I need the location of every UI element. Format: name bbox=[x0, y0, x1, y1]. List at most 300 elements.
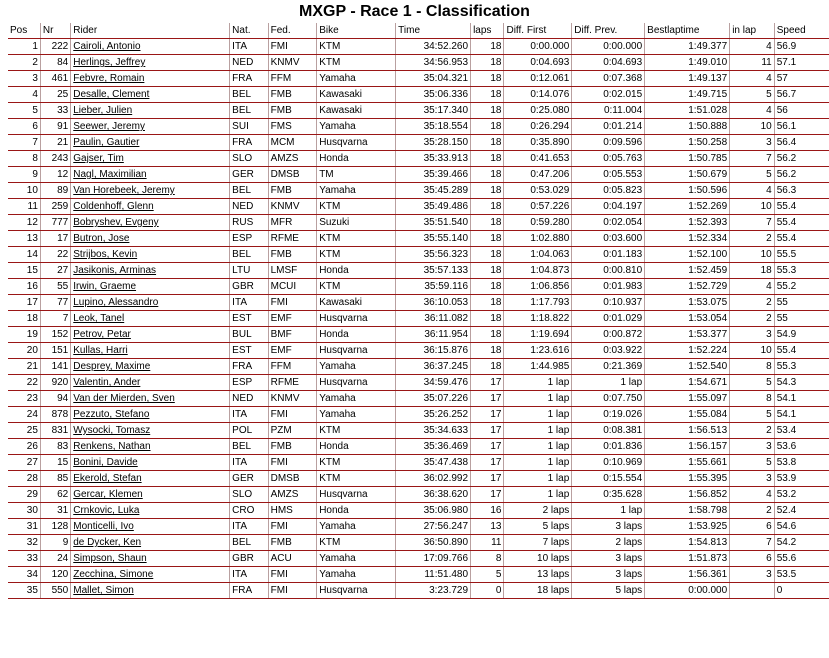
in-lap-cell: 4 bbox=[730, 71, 775, 87]
diff-first-cell: 1 lap bbox=[504, 439, 572, 455]
table-row bbox=[8, 199, 829, 215]
nr-cell: 15 bbox=[40, 455, 70, 471]
nat-cell: ESP bbox=[230, 231, 268, 247]
pos-cell: 13 bbox=[8, 231, 40, 247]
time-cell: 35:56.323 bbox=[396, 247, 471, 263]
in-lap-cell bbox=[730, 583, 775, 599]
speed-cell: 57 bbox=[774, 71, 829, 87]
nr-cell: 55 bbox=[40, 279, 70, 295]
diff-prev-cell: 0:04.693 bbox=[572, 55, 645, 71]
nr-cell: 21 bbox=[40, 135, 70, 151]
in-lap-cell: 10 bbox=[730, 247, 775, 263]
diff-first-cell: 0:12.061 bbox=[504, 71, 572, 87]
time-cell: 35:33.913 bbox=[396, 151, 471, 167]
rider-link[interactable]: Febvre, Romain bbox=[71, 71, 230, 87]
speed-cell: 55.4 bbox=[774, 199, 829, 215]
table-body bbox=[8, 39, 829, 599]
time-cell: 35:36.469 bbox=[396, 439, 471, 455]
diff-prev-cell: 0:00.000 bbox=[572, 39, 645, 55]
fed-cell: RFME bbox=[268, 231, 317, 247]
bike-cell: Yamaha bbox=[317, 407, 396, 423]
rider-link[interactable]: Leok, Tanel bbox=[71, 311, 230, 327]
fed-cell: MCUI bbox=[268, 279, 317, 295]
diff-first-cell: 0:25.080 bbox=[504, 103, 572, 119]
fed-cell: HMS bbox=[268, 503, 317, 519]
fed-cell: FMB bbox=[268, 247, 317, 263]
table-row bbox=[8, 311, 829, 327]
in-lap-cell: 8 bbox=[730, 391, 775, 407]
table-row bbox=[8, 471, 829, 487]
nr-cell: 7 bbox=[40, 311, 70, 327]
laps-cell: 17 bbox=[471, 391, 504, 407]
nr-cell: 62 bbox=[40, 487, 70, 503]
nat-cell: BEL bbox=[230, 439, 268, 455]
diff-first-cell: 1 lap bbox=[504, 423, 572, 439]
speed-cell: 56.3 bbox=[774, 183, 829, 199]
nat-cell: EST bbox=[230, 311, 268, 327]
rider-link[interactable]: Cairoli, Antonio bbox=[71, 39, 230, 55]
rider-link[interactable]: Desalle, Clement bbox=[71, 87, 230, 103]
rider-link[interactable]: Butron, Jose bbox=[71, 231, 230, 247]
time-cell: 17:09.766 bbox=[396, 551, 471, 567]
speed-cell: 52.4 bbox=[774, 503, 829, 519]
nr-cell: 120 bbox=[40, 567, 70, 583]
diff-first-cell: 1 lap bbox=[504, 375, 572, 391]
diff-first-cell: 0:41.653 bbox=[504, 151, 572, 167]
classification-table bbox=[8, 23, 829, 599]
bestlaptime-cell: 1:56.361 bbox=[645, 567, 730, 583]
speed-cell: 56.7 bbox=[774, 87, 829, 103]
nat-cell: GBR bbox=[230, 279, 268, 295]
table-row bbox=[8, 455, 829, 471]
rider-link[interactable]: Lieber, Julien bbox=[71, 103, 230, 119]
column-header-speed: Speed bbox=[774, 23, 829, 39]
bike-cell: Yamaha bbox=[317, 71, 396, 87]
table-row bbox=[8, 183, 829, 199]
speed-cell: 0 bbox=[774, 583, 829, 599]
bike-cell: TM bbox=[317, 167, 396, 183]
bestlaptime-cell: 1:55.395 bbox=[645, 471, 730, 487]
time-cell: 35:34.633 bbox=[396, 423, 471, 439]
nat-cell: GBR bbox=[230, 551, 268, 567]
pos-cell: 7 bbox=[8, 135, 40, 151]
rider-link[interactable]: Petrov, Petar bbox=[71, 327, 230, 343]
bike-cell: Kawasaki bbox=[317, 295, 396, 311]
diff-prev-cell: 0:05.763 bbox=[572, 151, 645, 167]
diff-prev-cell: 0:11.004 bbox=[572, 103, 645, 119]
fed-cell: FMI bbox=[268, 567, 317, 583]
rider-link[interactable]: Nagl, Maximilian bbox=[71, 167, 230, 183]
laps-cell: 8 bbox=[471, 551, 504, 567]
diff-prev-cell: 0:07.750 bbox=[572, 391, 645, 407]
fed-cell: FFM bbox=[268, 359, 317, 375]
bike-cell: KTM bbox=[317, 279, 396, 295]
diff-first-cell: 0:04.693 bbox=[504, 55, 572, 71]
diff-prev-cell: 5 laps bbox=[572, 583, 645, 599]
in-lap-cell: 7 bbox=[730, 215, 775, 231]
in-lap-cell: 3 bbox=[730, 567, 775, 583]
diff-first-cell: 0:00.000 bbox=[504, 39, 572, 55]
rider-link[interactable]: Paulin, Gautier bbox=[71, 135, 230, 151]
column-header-bestlaptime: Bestlaptime bbox=[645, 23, 730, 39]
nat-cell: NED bbox=[230, 391, 268, 407]
diff-prev-cell: 0:02.015 bbox=[572, 87, 645, 103]
nat-cell: BEL bbox=[230, 87, 268, 103]
diff-prev-cell: 0:19.026 bbox=[572, 407, 645, 423]
nr-cell: 25 bbox=[40, 87, 70, 103]
rider-link[interactable]: Strijbos, Kevin bbox=[71, 247, 230, 263]
nr-cell: 151 bbox=[40, 343, 70, 359]
in-lap-cell: 5 bbox=[730, 407, 775, 423]
bike-cell: Honda bbox=[317, 503, 396, 519]
rider-link[interactable]: Renkens, Nathan bbox=[71, 439, 230, 455]
in-lap-cell: 3 bbox=[730, 327, 775, 343]
fed-cell: EMF bbox=[268, 311, 317, 327]
bike-cell: KTM bbox=[317, 247, 396, 263]
rider-link[interactable]: Wysocki, Tomasz bbox=[71, 423, 230, 439]
bestlaptime-cell: 1:52.393 bbox=[645, 215, 730, 231]
in-lap-cell: 2 bbox=[730, 311, 775, 327]
laps-cell: 17 bbox=[471, 471, 504, 487]
bestlaptime-cell: 1:52.334 bbox=[645, 231, 730, 247]
bestlaptime-cell: 1:56.513 bbox=[645, 423, 730, 439]
bestlaptime-cell: 1:52.269 bbox=[645, 199, 730, 215]
nat-cell: FRA bbox=[230, 583, 268, 599]
diff-prev-cell: 0:03.600 bbox=[572, 231, 645, 247]
pos-cell: 32 bbox=[8, 535, 40, 551]
fed-cell: KNMV bbox=[268, 391, 317, 407]
laps-cell: 18 bbox=[471, 87, 504, 103]
in-lap-cell: 7 bbox=[730, 151, 775, 167]
nat-cell: FRA bbox=[230, 359, 268, 375]
diff-prev-cell: 0:01.836 bbox=[572, 439, 645, 455]
rider-link[interactable]: Gajser, Tim bbox=[71, 151, 230, 167]
table-row bbox=[8, 567, 829, 583]
laps-cell: 18 bbox=[471, 279, 504, 295]
nr-cell: 83 bbox=[40, 439, 70, 455]
fed-cell: DMSB bbox=[268, 471, 317, 487]
rider-link[interactable]: Zecchina, Simone bbox=[71, 567, 230, 583]
table-row bbox=[8, 407, 829, 423]
fed-cell: DMSB bbox=[268, 167, 317, 183]
time-cell: 36:11.082 bbox=[396, 311, 471, 327]
column-header-diff-prev: Diff. Prev. bbox=[572, 23, 645, 39]
nr-cell: 259 bbox=[40, 199, 70, 215]
pos-cell: 16 bbox=[8, 279, 40, 295]
diff-prev-cell: 0:10.937 bbox=[572, 295, 645, 311]
time-cell: 11:51.480 bbox=[396, 567, 471, 583]
fed-cell: PZM bbox=[268, 423, 317, 439]
fed-cell: BMF bbox=[268, 327, 317, 343]
time-cell: 34:56.953 bbox=[396, 55, 471, 71]
in-lap-cell: 2 bbox=[730, 503, 775, 519]
table-row bbox=[8, 391, 829, 407]
rider-link[interactable]: de Dycker, Ken bbox=[71, 535, 230, 551]
speed-cell: 55.4 bbox=[774, 215, 829, 231]
bike-cell: Yamaha bbox=[317, 119, 396, 135]
table-row bbox=[8, 359, 829, 375]
diff-prev-cell: 0:08.381 bbox=[572, 423, 645, 439]
bike-cell: KTM bbox=[317, 55, 396, 71]
bike-cell: Husqvarna bbox=[317, 375, 396, 391]
table-row bbox=[8, 375, 829, 391]
pos-cell: 25 bbox=[8, 423, 40, 439]
table-row bbox=[8, 439, 829, 455]
bestlaptime-cell: 1:50.888 bbox=[645, 119, 730, 135]
nat-cell: SLO bbox=[230, 151, 268, 167]
rider-link[interactable]: Crnkovic, Luka bbox=[71, 503, 230, 519]
rider-link[interactable]: Monticelli, Ivo bbox=[71, 519, 230, 535]
table-row bbox=[8, 167, 829, 183]
nr-cell: 9 bbox=[40, 535, 70, 551]
time-cell: 35:18.554 bbox=[396, 119, 471, 135]
rider-link[interactable]: Kullas, Harri bbox=[71, 343, 230, 359]
bestlaptime-cell: 1:52.729 bbox=[645, 279, 730, 295]
nr-cell: 17 bbox=[40, 231, 70, 247]
rider-link[interactable]: Irwin, Graeme bbox=[71, 279, 230, 295]
diff-prev-cell: 0:04.197 bbox=[572, 199, 645, 215]
in-lap-cell: 6 bbox=[730, 551, 775, 567]
diff-prev-cell: 0:02.054 bbox=[572, 215, 645, 231]
speed-cell: 56 bbox=[774, 103, 829, 119]
time-cell: 35:51.540 bbox=[396, 215, 471, 231]
bike-cell: KTM bbox=[317, 231, 396, 247]
rider-link[interactable]: Valentin, Ander bbox=[71, 375, 230, 391]
bestlaptime-cell: 1:56.852 bbox=[645, 487, 730, 503]
nat-cell: BEL bbox=[230, 183, 268, 199]
diff-prev-cell: 0:07.368 bbox=[572, 71, 645, 87]
diff-first-cell: 0:53.029 bbox=[504, 183, 572, 199]
speed-cell: 56.4 bbox=[774, 135, 829, 151]
rider-link[interactable]: Jasikonis, Arminas bbox=[71, 263, 230, 279]
fed-cell: FMI bbox=[268, 39, 317, 55]
table-row bbox=[8, 583, 829, 599]
laps-cell: 18 bbox=[471, 215, 504, 231]
nr-cell: 31 bbox=[40, 503, 70, 519]
bike-cell: Honda bbox=[317, 327, 396, 343]
rider-link[interactable]: Desprey, Maxime bbox=[71, 359, 230, 375]
pos-cell: 26 bbox=[8, 439, 40, 455]
nr-cell: 77 bbox=[40, 295, 70, 311]
table-row bbox=[8, 423, 829, 439]
nr-cell: 461 bbox=[40, 71, 70, 87]
rider-link[interactable]: Van der Mierden, Sven bbox=[71, 391, 230, 407]
nr-cell: 152 bbox=[40, 327, 70, 343]
column-header-nr: Nr bbox=[40, 23, 70, 39]
bestlaptime-cell: 1:54.671 bbox=[645, 375, 730, 391]
speed-cell: 56.2 bbox=[774, 167, 829, 183]
time-cell: 35:57.133 bbox=[396, 263, 471, 279]
nat-cell: CRO bbox=[230, 503, 268, 519]
bestlaptime-cell: 1:53.075 bbox=[645, 295, 730, 311]
speed-cell: 53.4 bbox=[774, 423, 829, 439]
nat-cell: NED bbox=[230, 55, 268, 71]
time-cell: 36:15.876 bbox=[396, 343, 471, 359]
table-row bbox=[8, 231, 829, 247]
time-cell: 35:07.226 bbox=[396, 391, 471, 407]
fed-cell: EMF bbox=[268, 343, 317, 359]
speed-cell: 55.3 bbox=[774, 359, 829, 375]
nat-cell: FRA bbox=[230, 71, 268, 87]
pos-cell: 20 bbox=[8, 343, 40, 359]
pos-cell: 17 bbox=[8, 295, 40, 311]
diff-first-cell: 18 laps bbox=[504, 583, 572, 599]
rider-link[interactable]: Mallet, Simon bbox=[71, 583, 230, 599]
time-cell: 35:45.289 bbox=[396, 183, 471, 199]
diff-prev-cell: 0:00.872 bbox=[572, 327, 645, 343]
table-row bbox=[8, 135, 829, 151]
bike-cell: Kawasaki bbox=[317, 103, 396, 119]
pos-cell: 12 bbox=[8, 215, 40, 231]
pos-cell: 11 bbox=[8, 199, 40, 215]
speed-cell: 53.5 bbox=[774, 567, 829, 583]
rider-link[interactable]: Herlings, Jeffrey bbox=[71, 55, 230, 71]
nr-cell: 24 bbox=[40, 551, 70, 567]
nr-cell: 128 bbox=[40, 519, 70, 535]
rider-link[interactable]: Simpson, Shaun bbox=[71, 551, 230, 567]
time-cell: 35:06.336 bbox=[396, 87, 471, 103]
fed-cell: MFR bbox=[268, 215, 317, 231]
speed-cell: 55 bbox=[774, 295, 829, 311]
time-cell: 35:28.150 bbox=[396, 135, 471, 151]
diff-first-cell: 0:14.076 bbox=[504, 87, 572, 103]
rider-link[interactable]: Bobryshev, Evgeny bbox=[71, 215, 230, 231]
in-lap-cell: 2 bbox=[730, 231, 775, 247]
laps-cell: 18 bbox=[471, 231, 504, 247]
speed-cell: 55.2 bbox=[774, 279, 829, 295]
time-cell: 35:04.321 bbox=[396, 71, 471, 87]
fed-cell: ACU bbox=[268, 551, 317, 567]
speed-cell: 54.3 bbox=[774, 375, 829, 391]
time-cell: 35:59.116 bbox=[396, 279, 471, 295]
rider-link[interactable]: Coldenhoff, Glenn bbox=[71, 199, 230, 215]
bike-cell: KTM bbox=[317, 471, 396, 487]
diff-first-cell: 1:18.822 bbox=[504, 311, 572, 327]
fed-cell: FFM bbox=[268, 71, 317, 87]
diff-prev-cell: 0:00.810 bbox=[572, 263, 645, 279]
pos-cell: 9 bbox=[8, 167, 40, 183]
diff-first-cell: 0:26.294 bbox=[504, 119, 572, 135]
diff-first-cell: 1 lap bbox=[504, 455, 572, 471]
bestlaptime-cell: 1:51.873 bbox=[645, 551, 730, 567]
nat-cell: POL bbox=[230, 423, 268, 439]
nr-cell: 141 bbox=[40, 359, 70, 375]
laps-cell: 18 bbox=[471, 119, 504, 135]
bestlaptime-cell: 1:50.596 bbox=[645, 183, 730, 199]
time-cell: 35:55.140 bbox=[396, 231, 471, 247]
fed-cell: AMZS bbox=[268, 487, 317, 503]
rider-link[interactable]: Seewer, Jeremy bbox=[71, 119, 230, 135]
bestlaptime-cell: 1:51.028 bbox=[645, 103, 730, 119]
bestlaptime-cell: 1:49.010 bbox=[645, 55, 730, 71]
fed-cell: FMI bbox=[268, 407, 317, 423]
rider-link[interactable]: Gercar, Klemen bbox=[71, 487, 230, 503]
diff-prev-cell: 0:15.554 bbox=[572, 471, 645, 487]
pos-cell: 3 bbox=[8, 71, 40, 87]
diff-first-cell: 13 laps bbox=[504, 567, 572, 583]
bike-cell: Honda bbox=[317, 151, 396, 167]
laps-cell: 18 bbox=[471, 311, 504, 327]
diff-first-cell: 2 laps bbox=[504, 503, 572, 519]
rider-link[interactable]: Ekerold, Stefan bbox=[71, 471, 230, 487]
pos-cell: 35 bbox=[8, 583, 40, 599]
diff-first-cell: 1:04.063 bbox=[504, 247, 572, 263]
diff-prev-cell: 1 lap bbox=[572, 503, 645, 519]
nat-cell: SLO bbox=[230, 487, 268, 503]
in-lap-cell: 2 bbox=[730, 423, 775, 439]
nr-cell: 85 bbox=[40, 471, 70, 487]
in-lap-cell: 10 bbox=[730, 199, 775, 215]
table-row bbox=[8, 39, 829, 55]
nr-cell: 878 bbox=[40, 407, 70, 423]
fed-cell: LMSF bbox=[268, 263, 317, 279]
table-row bbox=[8, 327, 829, 343]
laps-cell: 18 bbox=[471, 343, 504, 359]
time-cell: 35:06.980 bbox=[396, 503, 471, 519]
diff-first-cell: 0:35.890 bbox=[504, 135, 572, 151]
bestlaptime-cell: 1:53.377 bbox=[645, 327, 730, 343]
fed-cell: MCM bbox=[268, 135, 317, 151]
nat-cell: BEL bbox=[230, 535, 268, 551]
speed-cell: 56.9 bbox=[774, 39, 829, 55]
speed-cell: 53.2 bbox=[774, 487, 829, 503]
pos-cell: 34 bbox=[8, 567, 40, 583]
bestlaptime-cell: 1:55.661 bbox=[645, 455, 730, 471]
time-cell: 27:56.247 bbox=[396, 519, 471, 535]
speed-cell: 54.9 bbox=[774, 327, 829, 343]
laps-cell: 18 bbox=[471, 247, 504, 263]
fed-cell: FMI bbox=[268, 519, 317, 535]
bike-cell: KTM bbox=[317, 423, 396, 439]
speed-cell: 55 bbox=[774, 311, 829, 327]
rider-link[interactable]: Bonini, Davide bbox=[71, 455, 230, 471]
table-row bbox=[8, 519, 829, 535]
laps-cell: 18 bbox=[471, 167, 504, 183]
pos-cell: 30 bbox=[8, 503, 40, 519]
diff-first-cell: 1:44.985 bbox=[504, 359, 572, 375]
rider-link[interactable]: Lupino, Alessandro bbox=[71, 295, 230, 311]
diff-first-cell: 7 laps bbox=[504, 535, 572, 551]
bike-cell: Suzuki bbox=[317, 215, 396, 231]
bike-cell: Honda bbox=[317, 263, 396, 279]
diff-prev-cell: 3 laps bbox=[572, 551, 645, 567]
laps-cell: 16 bbox=[471, 503, 504, 519]
laps-cell: 17 bbox=[471, 455, 504, 471]
diff-first-cell: 1:04.873 bbox=[504, 263, 572, 279]
nat-cell: ITA bbox=[230, 295, 268, 311]
table-row bbox=[8, 119, 829, 135]
nr-cell: 94 bbox=[40, 391, 70, 407]
bike-cell: Yamaha bbox=[317, 359, 396, 375]
laps-cell: 17 bbox=[471, 487, 504, 503]
rider-link[interactable]: Pezzuto, Stefano bbox=[71, 407, 230, 423]
rider-link[interactable]: Van Horebeek, Jeremy bbox=[71, 183, 230, 199]
nat-cell: ITA bbox=[230, 39, 268, 55]
bestlaptime-cell: 1:55.084 bbox=[645, 407, 730, 423]
column-header-rider: Rider bbox=[71, 23, 230, 39]
nat-cell: EST bbox=[230, 343, 268, 359]
fed-cell: RFME bbox=[268, 375, 317, 391]
diff-first-cell: 10 laps bbox=[504, 551, 572, 567]
laps-cell: 13 bbox=[471, 519, 504, 535]
pos-cell: 23 bbox=[8, 391, 40, 407]
laps-cell: 18 bbox=[471, 151, 504, 167]
speed-cell: 56.1 bbox=[774, 119, 829, 135]
bestlaptime-cell: 1:52.540 bbox=[645, 359, 730, 375]
nr-cell: 550 bbox=[40, 583, 70, 599]
speed-cell: 54.2 bbox=[774, 535, 829, 551]
diff-prev-cell: 1 lap bbox=[572, 375, 645, 391]
